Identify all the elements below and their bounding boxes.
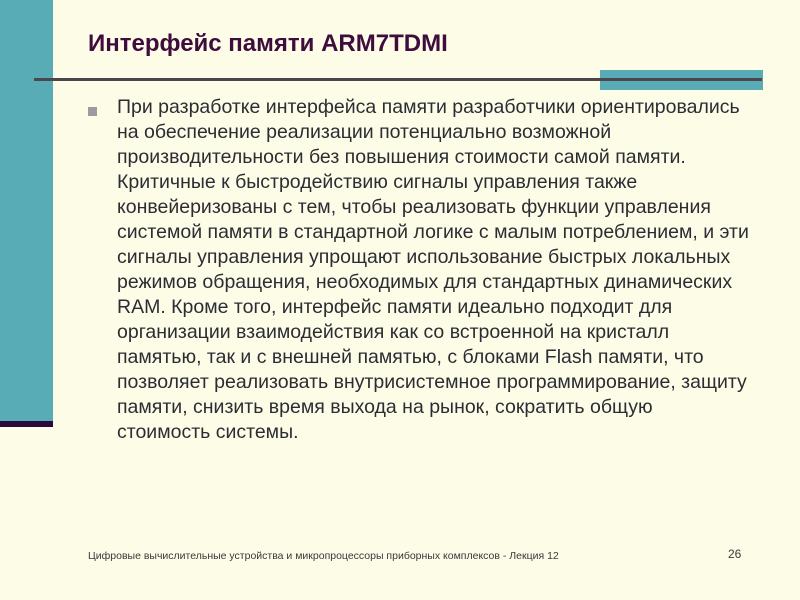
left-accent-bar-underline (0, 421, 53, 427)
left-accent-bar (0, 0, 53, 421)
slide-body-paragraph: При разработке интерфейса памяти разработчики ориентировались на обеспечение реализации потенциально возможной производительности без повышения стоимости самой памяти. Критичные к быстродействию сигналы управления также конвейеризованы с тем, чтобы реализовать функции управления системой памяти в стандартной логике с малым потреблением, и эти сигналы управления упрощают использование быстрых локальных режимов обращения, необходимых для стандартных динамических RAM. Кроме того, интерфейс памяти идеально подходит для организации взаимодействия как со встроенной на кристалл памятью, так и с внешней памятью, с блоками Flash памяти, что позволяет реализовать внутрисистемное программирование, защиту памяти, снизить время выхода на рынок, сократить общую стоимость системы. (117, 96, 749, 443)
bullet-marker (88, 107, 97, 116)
slide-footer-text: Цифровые вычислительные устройства и микропроцессоры приборных комплексов - Лекция 12 (88, 550, 559, 562)
title-rule-line (34, 78, 762, 81)
slide-page-number: 26 (728, 547, 742, 561)
slide-title: Интерфейс памяти ARM7TDMI (88, 30, 448, 57)
